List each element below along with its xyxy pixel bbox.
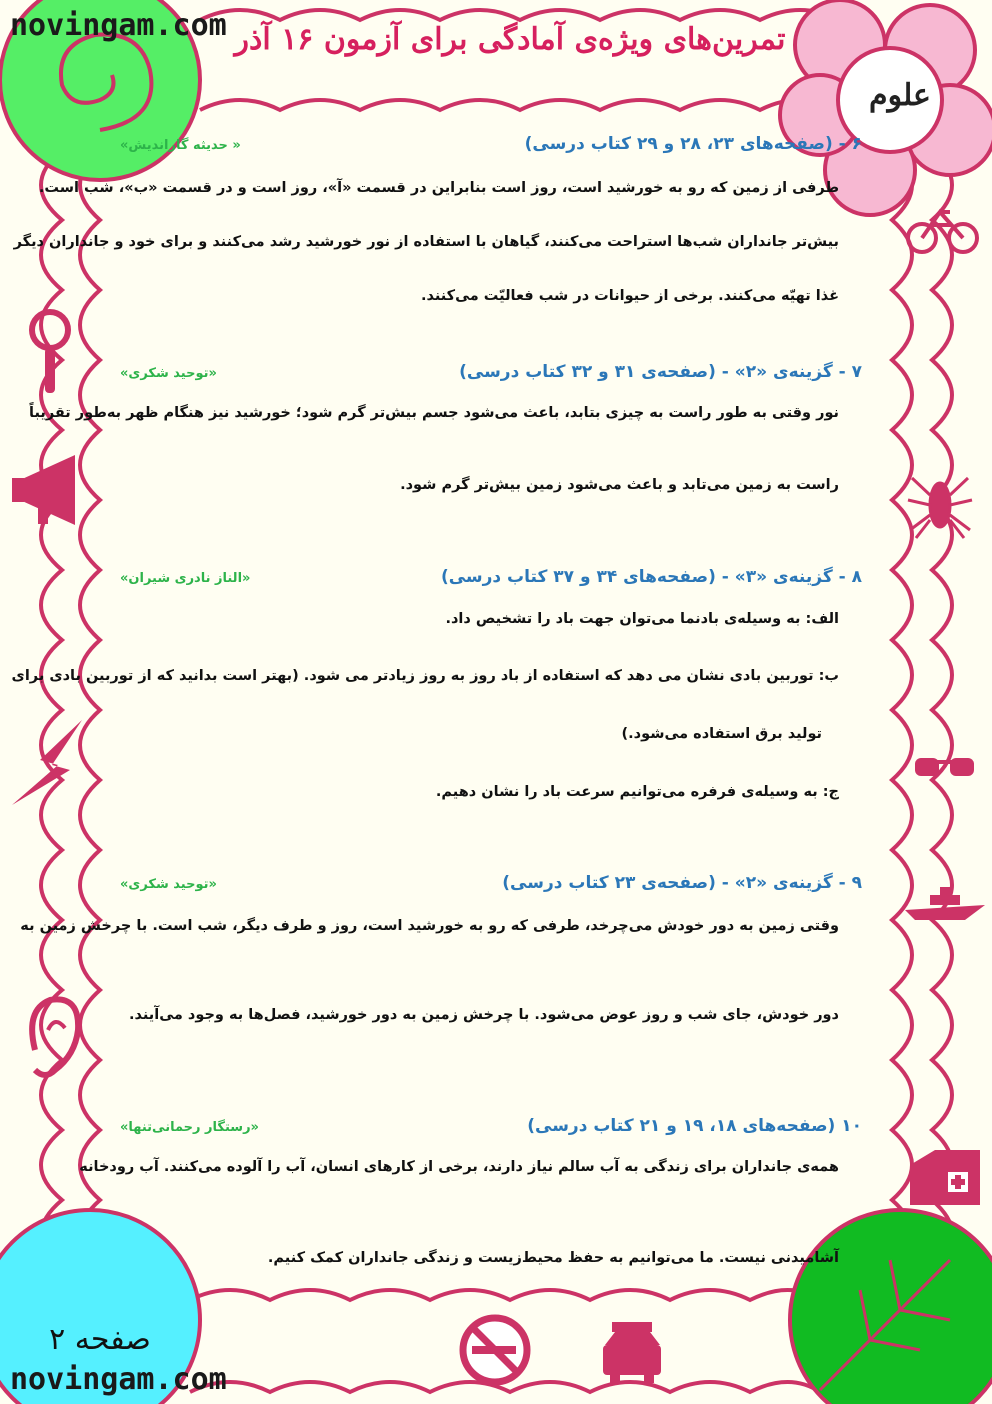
question-9-author: «توحید شکری» xyxy=(120,877,217,892)
ship-icon xyxy=(905,887,985,920)
question-7-author: «توحید شکری» xyxy=(120,366,217,381)
question-9-line-2: دور خودش، جای شب و روز عوض می‌شود. با چرخش زمین به دور خورشید، فصل‌ها به وجود می‌آیند. xyxy=(129,1007,839,1023)
leaf-icon xyxy=(790,1210,992,1404)
question-6-line-3: غذا تهیّه می‌کنند. برخی از حیوانات در شب فعالیّت می‌کنند. xyxy=(420,288,839,304)
left-wavy-border-inner xyxy=(80,150,100,1270)
site-url-bottom[interactable]: novingam.com xyxy=(10,1362,227,1397)
question-10-line-1: همه‌ی جانداران برای زندگی به آب سالم نیاز دارند، برخی از کارهای انسان، آب را آلوده می‌کنند. آب رودخانه xyxy=(79,1159,839,1175)
question-6-line-2: بیش‌تر جانداران شب‌ها استراحت می‌کنند، گیاهان با استفاده از نور خورشید رشد می‌کنند و برای خود و جانداران دیگر xyxy=(13,234,839,250)
top-wavy-border xyxy=(200,10,840,20)
question-8-line-1: الف: به وسیله‌ی بادنما می‌توان جهت باد را تشخیص داد. xyxy=(445,611,839,627)
question-6-line-1: طرفی از زمین که رو به خورشید است، روز است بنابراین در قسمت «آ»، روز است و در قسمت «ب»، شب است. xyxy=(38,180,839,196)
left-wavy-border xyxy=(41,150,62,1270)
magnifier-icon xyxy=(32,312,68,393)
bottom-wavy-border xyxy=(190,1290,820,1300)
page-number: صفحه ۲ xyxy=(49,1322,151,1357)
question-8-line-4: ج: به وسیله‌ی فرفره می‌توانیم سرعت باد را نشان دهیم. xyxy=(435,784,839,800)
question-7-line-1: نور وقتی به طور راست به چیزی بتابد، باعث می‌شود جسم بیش‌تر گرم شود؛ خورشید نیز هنگام ظهر به‌طور تقریباً xyxy=(29,405,839,421)
question-8-author: «الناز نادری شیران» xyxy=(120,571,251,586)
right-wavy-border-outer xyxy=(932,150,952,1260)
question-8-line-2: ب: توربین بادی نشان می دهد که استفاده از باد روز به روز زیادتر می شود. (بهتر است بدانید که از توربین بادی برای xyxy=(11,668,839,684)
question-9-heading: ۹ - گزینه‌ی «۲» - (صفحه‌ی ۲۳ کتاب درسی) xyxy=(502,873,862,893)
page-title: تمرین‌های ویژه‌ی آمادگی برای آزمون ۱۶ آذر xyxy=(234,22,786,57)
right-wavy-border xyxy=(892,150,912,1260)
question-9-line-1: وقتی زمین به دور خودش می‌چرخد، طرفی که رو به خورشید است، روز و طرف دیگر، شب است. با چرخش زمین به xyxy=(20,918,839,934)
subject-label: علوم xyxy=(869,78,931,113)
question-8-heading: ۸ - گزینه‌ی «۳» - (صفحه‌های ۳۴ و ۳۷ کتاب درسی) xyxy=(440,567,862,587)
site-url-top[interactable]: novingam.com xyxy=(10,8,227,43)
no-smoking-icon xyxy=(463,1318,527,1382)
question-10-heading: ۱۰ (صفحه‌های ۱۸، ۱۹ و ۲۱ کتاب درسی) xyxy=(527,1116,862,1136)
question-7-line-2: راست به زمین می‌تابد و باعث می‌شود زمین بیش‌تر گرم شود. xyxy=(400,477,839,493)
spider-icon xyxy=(908,478,972,538)
megaphone-icon xyxy=(12,455,75,525)
question-10-author: «رستگار رحمانی‌تنها» xyxy=(120,1120,259,1135)
question-6-heading: ۶ - (صفحه‌های ۲۳، ۲۸ و ۲۹ کتاب درسی) xyxy=(524,134,862,154)
question-8-line-3: تولید برق استفاده می‌شود.) xyxy=(621,726,822,742)
question-10-line-2: آشامیدنی نیست. ما می‌توانیم به حفظ محیط‌زیست و زندگی جانداران کمک کنیم. xyxy=(267,1250,839,1266)
top-wavy-border-inner xyxy=(200,100,830,110)
ambulance-icon xyxy=(910,1150,980,1205)
question-6-author: « حدیثه گاراندیش» xyxy=(120,138,241,153)
police-car-icon xyxy=(603,1322,661,1383)
question-7-heading: ۷ - گزینه‌ی «۲» - (صفحه‌ی ۳۱ و ۳۲ کتاب درسی) xyxy=(459,362,862,382)
